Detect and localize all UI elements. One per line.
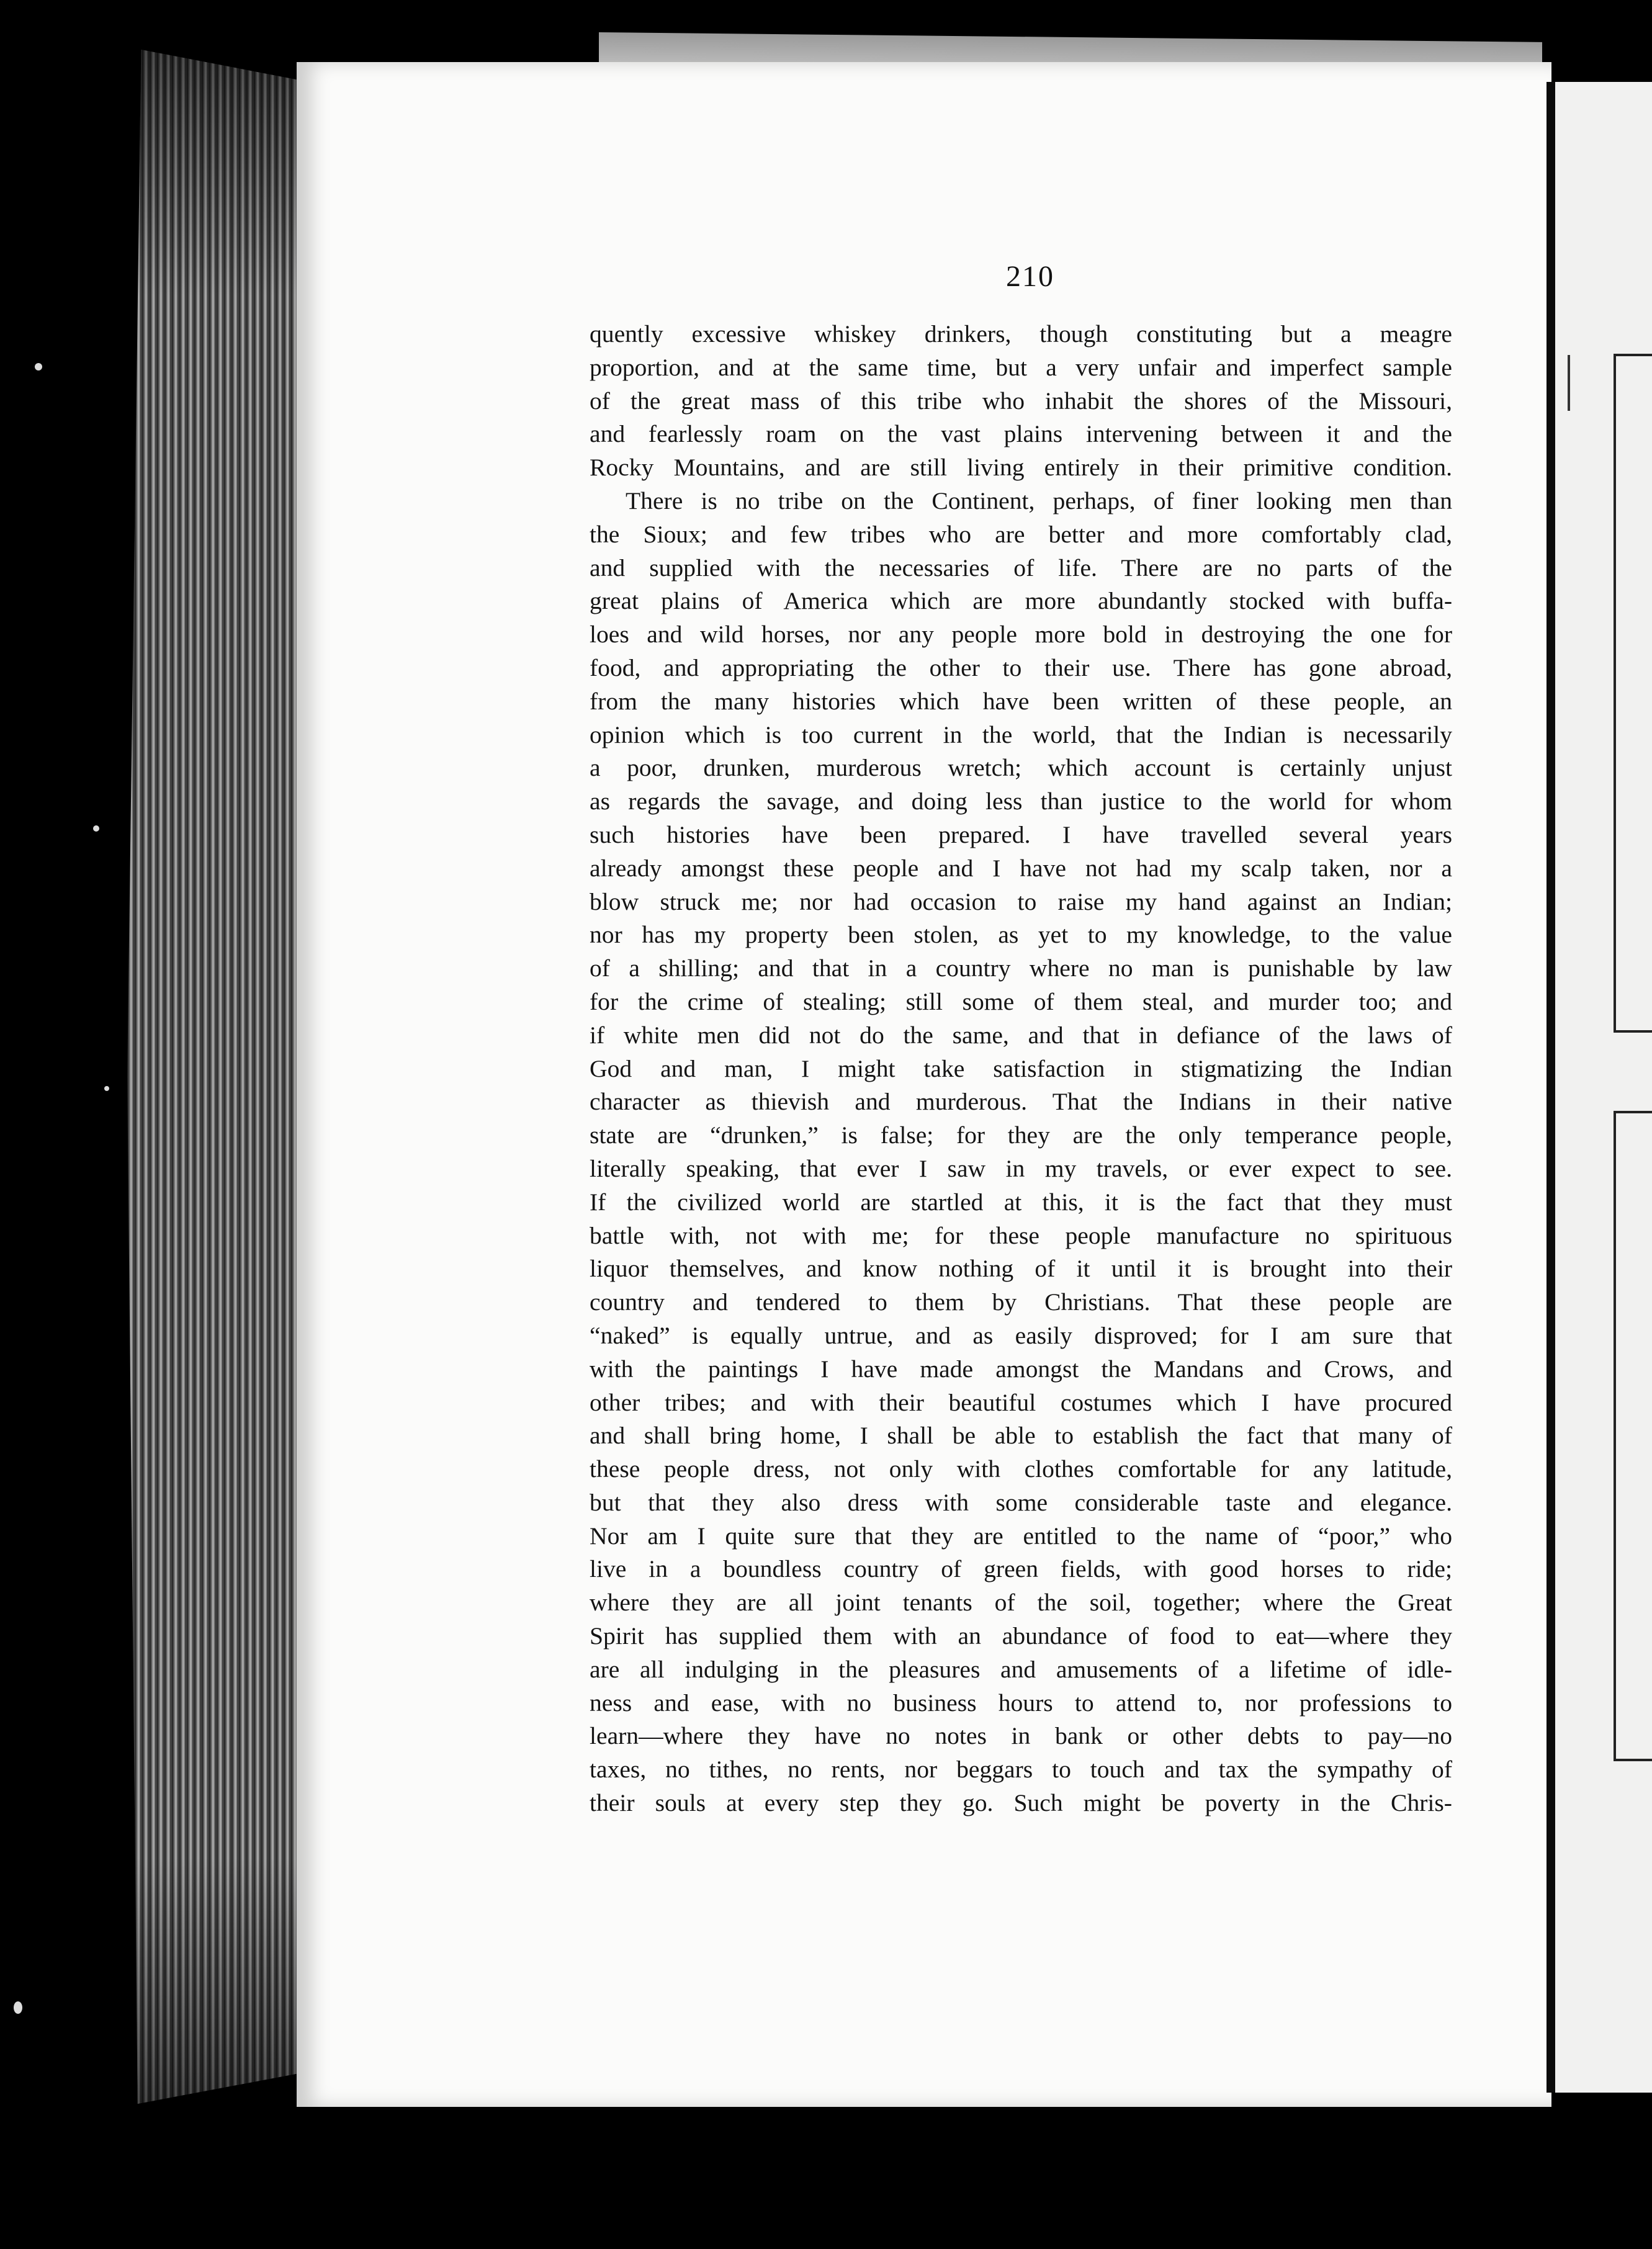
text-line: and supplied with the necessaries of life. There are no parts of the [590,554,1452,581]
text-line: God and man, I might take satisfaction in stigmatizing the Indian [590,1054,1452,1082]
margin-speck [14,2001,22,2014]
text-line: and fearlessly roam on the vast plains intervening between it and the [590,420,1452,448]
text-line: battle with, not with me; for these people manufacture no spirituous [590,1221,1452,1249]
text-line: country and tendered to them by Christians. That these people are [590,1288,1452,1316]
text-line: taxes, no tithes, no rents, nor beggars to touch and tax the sympathy of [590,1756,1452,1784]
margin-speck [93,825,99,832]
text-line: their souls at every step they go. Such might be poverty in the Chris- [590,1789,1452,1817]
text-line: proportion, and at the same time, but a very unfair and imperfect sample [590,353,1452,381]
text-line: as regards the savage, and doing less than justice to the world for whom [590,788,1452,815]
text-line: If the civilized world are startled at this, it is the fact that they must [590,1188,1452,1216]
text-line: There is no tribe on the Continent, perhaps, of finer looking men than [626,487,1452,514]
text-line: these people dress, not only with clothes comfortable for any latitude, [590,1455,1452,1483]
text-line: quently excessive whiskey drinkers, though constituting but a meagre [590,320,1452,348]
margin-speck [104,1086,109,1091]
text-line: nor has my property been stolen, as yet to my knowledge, to the value [590,921,1452,949]
text-line: ness and ease, with no business hours to attend to, nor professions to [590,1689,1452,1717]
text-line: opinion which is too current in the world, that the Indian is necessarily [590,720,1452,748]
text-line: Rocky Mountains, and are still living entirely in their primitive condition. [590,454,1452,482]
text-line: if white men did not do the same, and that in defiance of the laws of [590,1021,1452,1049]
text-line: and shall bring home, I shall be able to establish the fact that many of [590,1422,1452,1450]
text-line: state are “drunken,” is false; for they are the only temperance people, [590,1121,1452,1149]
text-line: character as thievish and murderous. That the Indians in their native [590,1088,1452,1116]
text-line: learn—where they have no notes in bank or other debts to pay—no [590,1722,1452,1750]
text-line: liquor themselves, and know nothing of it until it is brought into their [590,1255,1452,1283]
text-line: Spirit has supplied them with an abundance of food to eat—where they [590,1622,1452,1650]
text-line: a poor, drunken, murderous wretch; which account is certainly unjust [590,754,1452,782]
text-line: of a shilling; and that in a country where no man is punishable by law [590,954,1452,982]
text-line: great plains of America which are more abundantly stocked with buffa- [590,587,1452,615]
adjacent-page-frame-top [1614,354,1652,1033]
text-line: are all indulging in the pleasures and amusements of a lifetime of idle- [590,1655,1452,1683]
text-line: for the crime of stealing; still some of them steal, and murder too; and [590,987,1452,1015]
body-text [590,318,1452,1820]
text-line: where they are all joint tenants of the soil, together; where the Great [590,1589,1452,1617]
text-line: other tribes; and with their beautiful costumes which I have procured [590,1388,1452,1416]
text-line: live in a boundless country of green fields, with good horses to ride; [590,1555,1452,1583]
text-line: loes and wild horses, nor any people more bold in destroying the one for [590,621,1452,649]
text-line: such histories have been prepared. I have travelled several years [590,820,1452,848]
text-line: Nor am I quite sure that they are entitled to the name of “poor,” who [590,1522,1452,1550]
page-number: 210 [1006,260,1054,293]
book-fore-edge-shade [127,50,301,2104]
text-line: food, and appropriating the other to their use. There has gone abroad, [590,653,1452,681]
text-line: the Sioux; and few tribes who are better and more comfortably clad, [590,520,1452,548]
adjacent-page-frame-bottom [1614,1111,1652,1761]
text-line: of the great mass of this tribe who inhabit the shores of the Missouri, [590,387,1452,415]
adjacent-page-mark [1568,355,1570,411]
text-line: but that they also dress with some considerable taste and elegance. [590,1488,1452,1516]
margin-speck [35,363,42,370]
text-line: from the many histories which have been written of these people, an [590,687,1452,715]
text-line: already amongst these people and I have not had my scalp taken, nor a [590,854,1452,882]
text-line: “naked” is equally untrue, and as easily disproved; for I am sure that [590,1321,1452,1349]
text-line: blow struck me; nor had occasion to raise my hand against an Indian; [590,887,1452,915]
text-line: with the paintings I have made amongst the Mandans and Crows, and [590,1355,1452,1383]
text-line: literally speaking, that ever I saw in my travels, or ever expect to see. [590,1154,1452,1182]
